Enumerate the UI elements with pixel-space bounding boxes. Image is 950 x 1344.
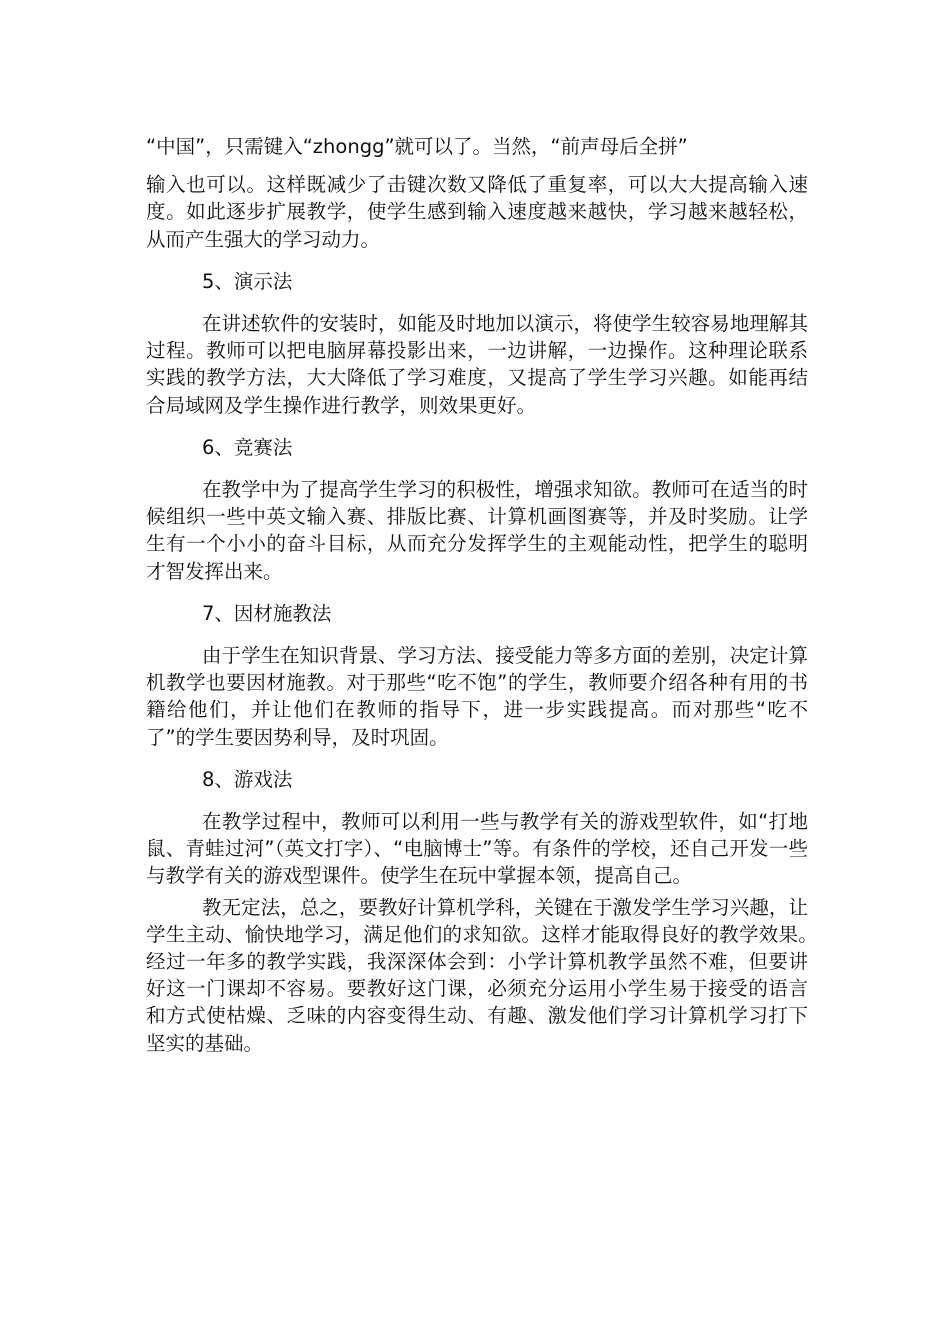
intro-first-line: “中国”，只需键入“zhongg”就可以了。当然，“前声母后全拼” — [146, 135, 688, 158]
section-heading-demo: 5、演示法 — [202, 269, 293, 293]
section-heading-game: 8、游戏法 — [202, 767, 293, 791]
intro-paragraph: 输入也可以。这样既减少了击键次数又降低了重复率，可以大大提高输入速度。如此逐步扩展教学，使学生感到输入速度越来越快，学习越来越轻松，从而产生强大的学习动力。 — [146, 173, 808, 251]
section-heading-individualized: 7、因材施教法 — [202, 601, 332, 625]
section-body-demo: 在讲述软件的安装时，如能及时地加以演示，将使学生较容易地理解其过程。教师可以把电脑屏幕投影出来，一边讲解，一边操作。这种理论联系实践的教学方法，大大降低了学习难度，又提高了学生学习兴趣。如能再结合局域网及学生操作进行教学，则效果更好。 — [146, 312, 808, 417]
section-body-competition: 在教学中为了提高学生学习的积极性，增强求知欲。教师可在适当的时候组织一些中英文输入赛、排版比赛、计算机画图赛等，并及时奖励。让学生有一个小小的奋斗目标，从而充分发挥学生的主观能动性，把学生的聪明才智发挥出来。 — [146, 478, 808, 583]
document-page — [146, 133, 828, 1057]
section-heading-competition: 6、竞赛法 — [202, 435, 293, 459]
section-body-game: 在教学过程中，教师可以利用一些与教学有关的游戏型软件，如“打地鼠、青蛙过河”（英文打字）、“电脑博士”等。有条件的学校，还自己开发一些与教学有关的游戏型课件。使学生在玩中掌握本领，提高自己。 — [146, 810, 808, 888]
conclusion-paragraph: 教无定法，总之，要教好计算机学科，关键在于激发学生学习兴趣，让学生主动、愉快地学习，满足他们的求知欲。这样才能取得良好的教学效果。 经过一年多的教学实践，我深深体会到：小学计算机教学虽然不难，但要讲好这一门课却不容易。要教好这门课，必须充分运用小学生易于接受的语言和方式使枯燥、乏味的内容变得生动、有趣、激发他们学习计算机学习打下坚实的基础。 — [146, 895, 828, 1055]
section-body-individualized: 由于学生在知识背景、学习方法、接受能力等多方面的差别，决定计算机教学也要因材施教。对于那些“吃不饱”的学生，教师要介绍各种有用的书籍给他们，并让他们在教师的指导下，进一步实践提高。而对那些“吃不了”的学生要因势利导，及时巩固。 — [146, 644, 808, 749]
